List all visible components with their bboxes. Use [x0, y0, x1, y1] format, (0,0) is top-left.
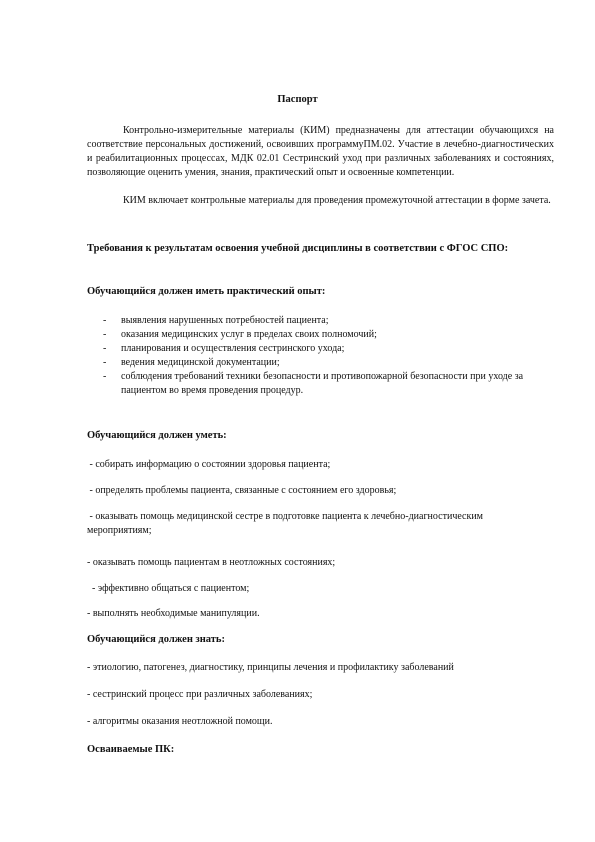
list-item: [87, 356, 557, 370]
requirements-heading: Требования к результатам освоения учебной дисциплины в соответствии с ФГОС СПО:: [87, 243, 509, 254]
bullet-dash: -: [103, 371, 107, 382]
bullet-dash: -: [103, 343, 107, 354]
skills-item: - собирать информацию о состоянии здоровья пациента;: [87, 459, 331, 470]
competencies-heading: Осваиваемые ПК:: [87, 744, 175, 755]
bullet-dash: -: [103, 315, 107, 326]
list-item-text: планирования и осуществления сестринского ухода;: [121, 343, 345, 354]
list-item-text: выявления нарушенных потребностей пациента;: [121, 315, 329, 326]
skills-heading: Обучающийся должен уметь:: [87, 430, 227, 441]
list-item: [87, 342, 557, 356]
experience-heading: Обучающийся должен иметь практический опыт:: [87, 286, 326, 297]
experience-list: [87, 314, 557, 398]
knowledge-item: - сестринский процесс при различных заболеваниях;: [87, 689, 313, 700]
skills-item: - определять проблемы пациента, связанные с состоянием его здоровья;: [87, 485, 397, 496]
bullet-dash: -: [103, 329, 107, 340]
list-item: [87, 328, 557, 342]
list-item: [87, 370, 557, 398]
kim-note-paragraph: КИМ включает контрольные материалы для проведения промежуточной аттестации в форме зачета.: [123, 195, 551, 206]
knowledge-heading: Обучающийся должен знать:: [87, 634, 225, 645]
page-title: Паспорт: [277, 94, 318, 105]
skills-item: - оказывать помощь пациентам в неотложных состояниях;: [87, 557, 336, 568]
skills-item: - оказывать помощь медицинской сестре в подготовке пациента к лечебно-диагностическим мероприятиям;: [87, 511, 486, 536]
list-item-text: оказания медицинских услуг в пределах своих полномочий;: [121, 329, 377, 340]
knowledge-item: - алгоритмы оказания неотложной помощи.: [87, 716, 273, 727]
knowledge-item: - этиологию, патогенез, диагностику, принципы лечения и профилактику заболеваний: [87, 662, 454, 673]
bullet-dash: -: [103, 357, 107, 368]
skills-item: - выполнять необходимые манипуляции.: [87, 608, 260, 619]
skills-item: - эффективно общаться с пациентом;: [87, 583, 250, 594]
list-item: [87, 314, 557, 328]
intro-paragraph: Контрольно-измерительные материалы (КИМ) предназначены для аттестации обучающихся на соответствие персональных достижений, освоивших программуПМ.02. Участие в лечебно-диагностических и реабилитационных процессах, МДК 02.01 Сестринский уход при различных заболеваниях и состояниях, позволяющие оценить умения, знания, практический опыт и освоенные компетенции.: [87, 125, 554, 178]
list-item-text: соблюдения требований техники безопасности и противопожарной безопасности при уходе за пациентом во время проведения процедур.: [121, 371, 524, 396]
list-item-text: ведения медицинской документации;: [121, 357, 280, 368]
